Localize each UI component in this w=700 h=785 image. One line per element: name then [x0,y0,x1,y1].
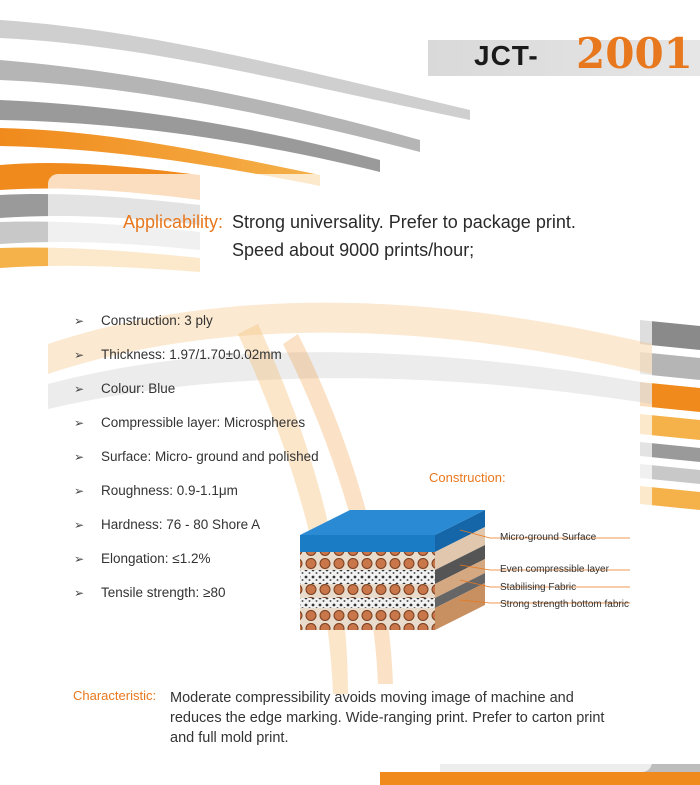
bullet-arrow-icon: ➢ [74,518,85,532]
bullet-arrow-icon: ➢ [74,552,85,566]
bullet-arrow-icon: ➢ [74,484,85,498]
applicability-line-1: Strong universality. Prefer to package print. [232,212,576,232]
model-prefix: JCT- [474,40,539,71]
spec-item [74,313,319,347]
fiber-layer-1 [300,552,435,570]
stabilising-fabric [300,584,435,598]
adhesive-layer [300,598,435,608]
spec-construction: Construction: 3 ply [101,313,213,328]
layer-label-stabilising: Stabilising Fabric [500,582,577,593]
construction-title: Construction: [429,470,506,485]
characteristic-label: Characteristic: [73,688,157,703]
bullet-arrow-icon: ➢ [74,450,85,464]
spec-item [74,449,319,483]
spec-thickness: Thickness: 1.97/1.70±0.02mm [101,347,282,362]
spec-item [74,517,319,551]
spec-item [74,483,319,517]
bullet-arrow-icon: ➢ [74,348,85,362]
spec-item [74,585,319,619]
spec-tensile-strength: Tensile strength: ≥80 [101,585,226,600]
applicability-line-2: Speed about 9000 prints/hour; [232,240,475,260]
spec-item [74,381,319,415]
spec-roughness: Roughness: 0.9-1.1μm [101,483,238,498]
compressible-layer [300,570,435,584]
layer-label-surface: Micro-ground Surface [500,532,597,543]
model-number: 2001 [576,29,693,78]
bottom-fabric [300,608,435,630]
spec-item [74,415,319,449]
spec-surface: Surface: Micro- ground and polished [101,449,319,464]
spec-list [74,313,319,619]
surface-front-face [300,535,435,552]
layer-label-bottom-fabric: Strong strength bottom fabric [500,599,629,610]
bullet-arrow-icon: ➢ [74,382,85,396]
spec-hardness: Hardness: 76 - 80 Shore A [101,517,261,532]
characteristic-text: Moderate compressibility avoids moving image of machine and reduces the edge marking. Wide-ranging print. Prefer to carton print and full mold print. [170,690,605,746]
bullet-arrow-icon: ➢ [74,314,85,328]
bullet-arrow-icon: ➢ [74,586,85,600]
spec-elongation: Elongation: ≤1.2% [101,551,211,566]
spec-item [74,347,319,381]
layer-label-compressible: Even compressible layer [500,564,609,575]
spec-colour: Colour: Blue [101,381,176,396]
spec-item [74,551,319,585]
spec-compressible-layer: Compressible layer: Microspheres [101,415,306,430]
applicability-label: Applicability: [123,212,224,232]
bullet-arrow-icon: ➢ [74,416,85,430]
